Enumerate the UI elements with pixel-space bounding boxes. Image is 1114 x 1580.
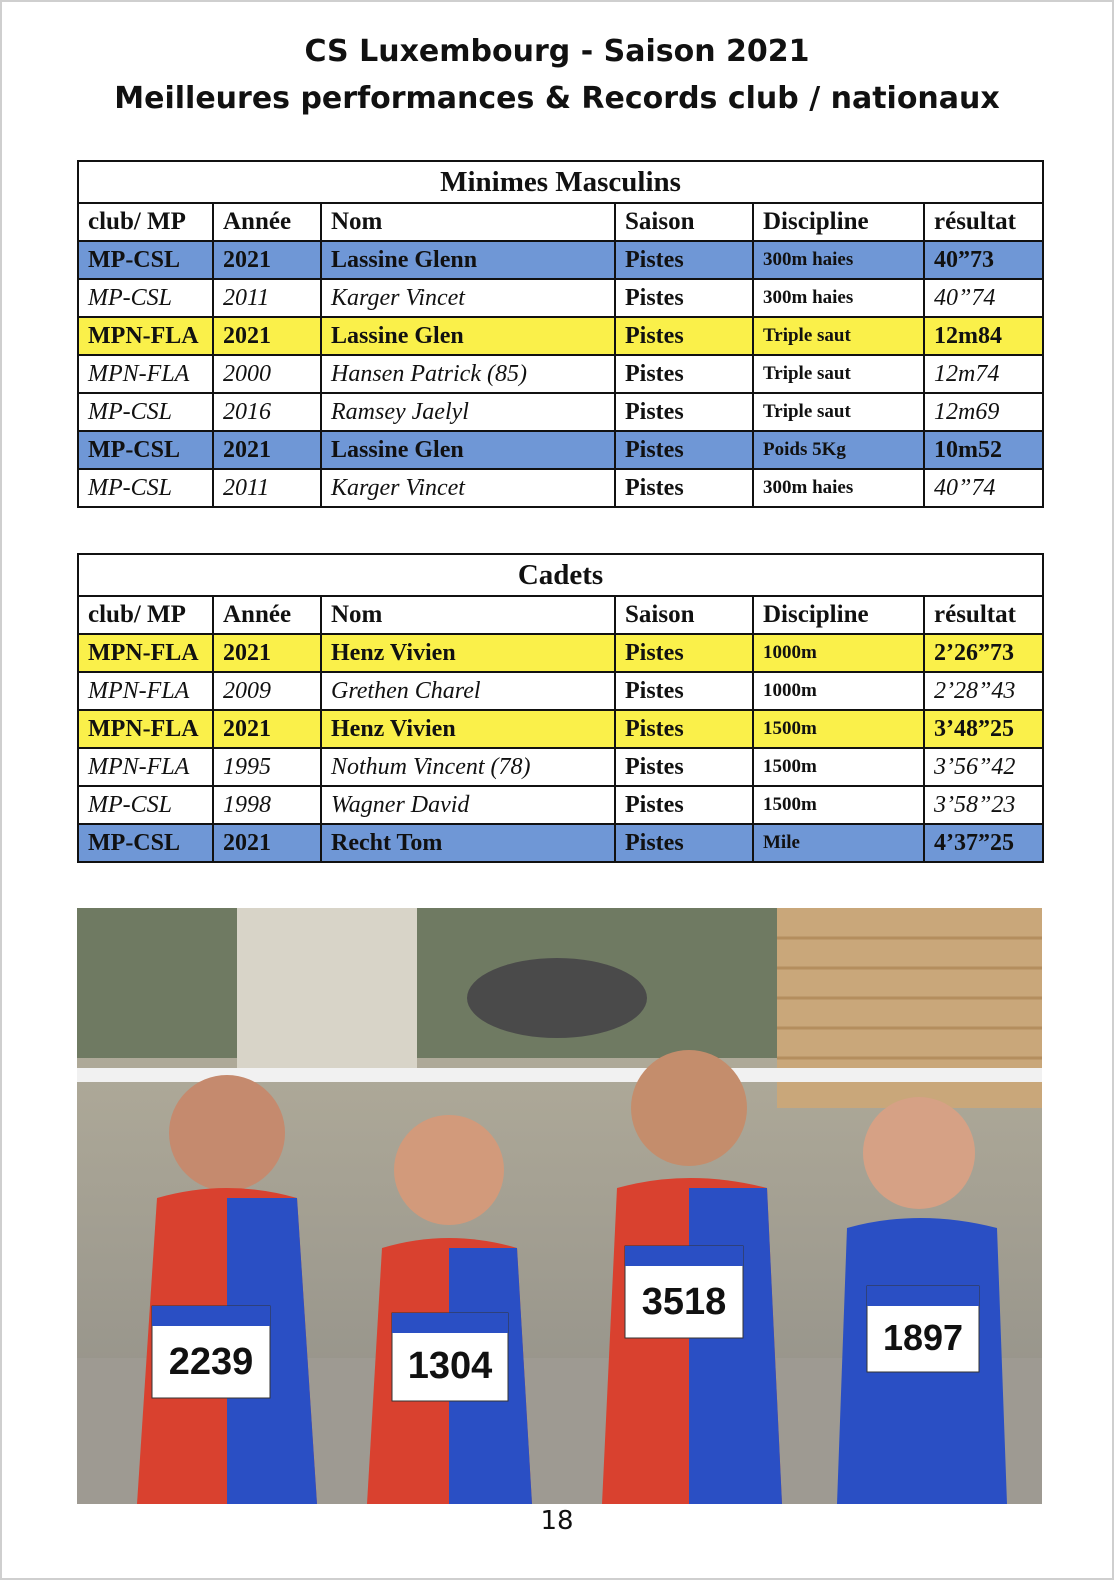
table-row bbox=[78, 431, 1043, 469]
table-row bbox=[78, 393, 1043, 431]
cell-result: 3’58”23 bbox=[924, 786, 1043, 824]
column-header: résultat bbox=[924, 203, 1043, 241]
cell-club: MP-CSL bbox=[78, 431, 213, 469]
column-header: Discipline bbox=[753, 596, 924, 634]
table-row bbox=[78, 469, 1043, 507]
section-title: Cadets bbox=[78, 554, 1043, 596]
column-header: club/ MP bbox=[78, 596, 213, 634]
page-title: CS Luxembourg - Saison 2021 bbox=[304, 34, 810, 69]
records-table-cadets bbox=[77, 553, 1044, 863]
cell-name: Lassine Glen bbox=[321, 317, 615, 355]
cell-year: 1998 bbox=[213, 786, 321, 824]
cell-name: Lassine Glen bbox=[321, 431, 615, 469]
cell-name: Recht Tom bbox=[321, 824, 615, 862]
cell-discipline: Triple saut bbox=[753, 355, 924, 393]
cell-result: 40”74 bbox=[924, 469, 1043, 507]
cell-discipline: 1500m bbox=[753, 786, 924, 824]
cell-season: Pistes bbox=[615, 241, 753, 279]
cell-season: Pistes bbox=[615, 317, 753, 355]
cell-season: Pistes bbox=[615, 672, 753, 710]
column-header: Discipline bbox=[753, 203, 924, 241]
cell-discipline: 300m haies bbox=[753, 279, 924, 317]
cell-season: Pistes bbox=[615, 748, 753, 786]
column-header: Année bbox=[213, 596, 321, 634]
cell-year: 2021 bbox=[213, 634, 321, 672]
table-row bbox=[78, 748, 1043, 786]
cell-club: MPN-FLA bbox=[78, 317, 213, 355]
cell-club: MPN-FLA bbox=[78, 355, 213, 393]
column-header-row bbox=[78, 596, 1043, 634]
cell-result: 2’26”73 bbox=[924, 634, 1043, 672]
cell-result: 4’37”25 bbox=[924, 824, 1043, 862]
cell-name: Ramsey Jaelyl bbox=[321, 393, 615, 431]
column-header: Saison bbox=[615, 203, 753, 241]
cell-name: Lassine Glenn bbox=[321, 241, 615, 279]
cell-club: MPN-FLA bbox=[78, 634, 213, 672]
section-header-row bbox=[78, 554, 1043, 596]
cell-year: 2000 bbox=[213, 355, 321, 393]
cell-result: 12m84 bbox=[924, 317, 1043, 355]
cell-result: 2’28”43 bbox=[924, 672, 1043, 710]
column-header: club/ MP bbox=[78, 203, 213, 241]
records-table-minimes bbox=[77, 160, 1044, 508]
cell-discipline: 1500m bbox=[753, 710, 924, 748]
cell-club: MP-CSL bbox=[78, 824, 213, 862]
cell-season: Pistes bbox=[615, 786, 753, 824]
cell-season: Pistes bbox=[615, 393, 753, 431]
cell-club: MPN-FLA bbox=[78, 710, 213, 748]
cell-season: Pistes bbox=[615, 710, 753, 748]
cell-name: Hansen Patrick (85) bbox=[321, 355, 615, 393]
bib-2-number: 1304 bbox=[407, 1345, 493, 1387]
column-header: Saison bbox=[615, 596, 753, 634]
column-header: Nom bbox=[321, 596, 615, 634]
table-row bbox=[78, 634, 1043, 672]
cell-result: 40”74 bbox=[924, 279, 1043, 317]
cell-season: Pistes bbox=[615, 355, 753, 393]
cell-name: Grethen Charel bbox=[321, 672, 615, 710]
cell-name: Nothum Vincent (78) bbox=[321, 748, 615, 786]
column-header-row bbox=[78, 203, 1043, 241]
section-title: Minimes Masculins bbox=[78, 161, 1043, 203]
section-header-row bbox=[78, 161, 1043, 203]
cell-year: 2021 bbox=[213, 317, 321, 355]
cell-year: 2009 bbox=[213, 672, 321, 710]
cell-club: MP-CSL bbox=[78, 469, 213, 507]
cell-discipline: 1000m bbox=[753, 634, 924, 672]
cell-season: Pistes bbox=[615, 279, 753, 317]
table-row bbox=[78, 317, 1043, 355]
cell-result: 40”73 bbox=[924, 241, 1043, 279]
cell-club: MP-CSL bbox=[78, 786, 213, 824]
cell-club: MPN-FLA bbox=[78, 748, 213, 786]
table-row bbox=[78, 824, 1043, 862]
table-row bbox=[78, 241, 1043, 279]
cell-discipline: Triple saut bbox=[753, 317, 924, 355]
cell-year: 2016 bbox=[213, 393, 321, 431]
table-row bbox=[78, 672, 1043, 710]
cell-name: Henz Vivien bbox=[321, 634, 615, 672]
cell-season: Pistes bbox=[615, 469, 753, 507]
cell-season: Pistes bbox=[615, 431, 753, 469]
bib-1-number: 2239 bbox=[168, 1341, 254, 1383]
column-header: résultat bbox=[924, 596, 1043, 634]
table-row bbox=[78, 710, 1043, 748]
cell-discipline: 300m haies bbox=[753, 469, 924, 507]
cell-year: 2021 bbox=[213, 241, 321, 279]
cell-season: Pistes bbox=[615, 634, 753, 672]
cell-result: 12m74 bbox=[924, 355, 1043, 393]
cell-result: 10m52 bbox=[924, 431, 1043, 469]
cell-year: 2011 bbox=[213, 279, 321, 317]
bib-3-number: 3518 bbox=[641, 1281, 727, 1323]
cell-discipline: Triple saut bbox=[753, 393, 924, 431]
table-row bbox=[78, 786, 1043, 824]
cell-result: 3’56”42 bbox=[924, 748, 1043, 786]
cell-discipline: Poids 5Kg bbox=[753, 431, 924, 469]
cell-discipline: 1000m bbox=[753, 672, 924, 710]
cell-result: 3’48”25 bbox=[924, 710, 1043, 748]
bib-4-number: 1897 bbox=[882, 1317, 964, 1358]
cell-name: Karger Vincet bbox=[321, 279, 615, 317]
cell-result: 12m69 bbox=[924, 393, 1043, 431]
cell-name: Henz Vivien bbox=[321, 710, 615, 748]
page-subtitle: Meilleures performances & Records club / nationaux bbox=[114, 81, 1000, 116]
page-number: 18 bbox=[540, 1506, 574, 1536]
cell-club: MPN-FLA bbox=[78, 672, 213, 710]
column-header: Année bbox=[213, 203, 321, 241]
column-header: Nom bbox=[321, 203, 615, 241]
cell-discipline: Mile bbox=[753, 824, 924, 862]
cell-discipline: 300m haies bbox=[753, 241, 924, 279]
cell-name: Wagner David bbox=[321, 786, 615, 824]
cell-year: 2021 bbox=[213, 824, 321, 862]
cell-club: MP-CSL bbox=[78, 393, 213, 431]
team-photo bbox=[77, 908, 1042, 1504]
cell-year: 2021 bbox=[213, 710, 321, 748]
cell-year: 2011 bbox=[213, 469, 321, 507]
cell-season: Pistes bbox=[615, 824, 753, 862]
table-row bbox=[78, 279, 1043, 317]
cell-name: Karger Vincet bbox=[321, 469, 615, 507]
cell-year: 2021 bbox=[213, 431, 321, 469]
table-row bbox=[78, 355, 1043, 393]
cell-year: 1995 bbox=[213, 748, 321, 786]
cell-discipline: 1500m bbox=[753, 748, 924, 786]
cell-club: MP-CSL bbox=[78, 241, 213, 279]
cell-club: MP-CSL bbox=[78, 279, 213, 317]
